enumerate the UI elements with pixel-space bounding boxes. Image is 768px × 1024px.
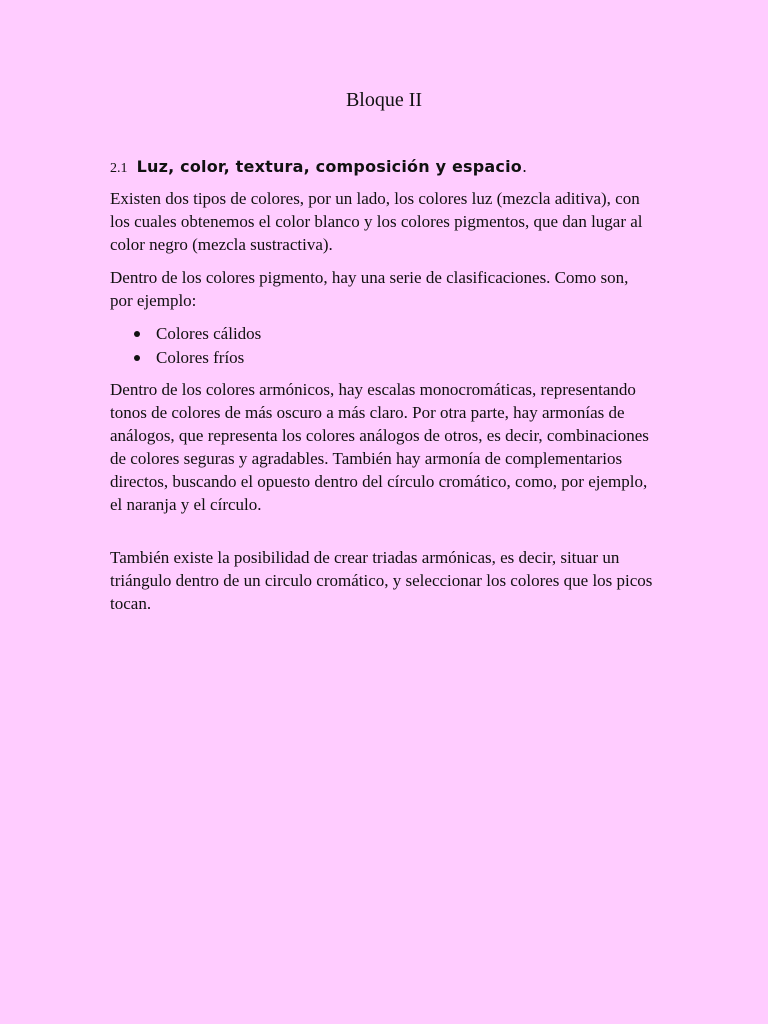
section-heading-text: Luz, color, textura, composición y espacio — [136, 157, 522, 176]
list-item — [110, 322, 261, 346]
page-title: Bloque II — [345, 89, 423, 111]
paragraph-color-types: Existen dos tipos de colores, por un lado, los colores luz (mezcla aditiva), con los cuales obtenemos el color blanco y los colores pigmentos, que dan lugar al color negro (mezcla sustractiva). — [110, 189, 643, 254]
list-item-label: Colores fríos — [156, 348, 245, 367]
bullet-icon — [134, 355, 140, 361]
paragraph-harmonic-colors: Dentro de los colores armónicos, hay escalas monocromáticas, representando tonos de colores de más oscuro a más claro. Por otra parte, hay armonías de análogos, que representa los colores análogos de otros, es decir, combinaciones de colores seguras y agradables. También hay armonía de complementarios directos, buscando el opuesto dentro del círculo cromático, como, por ejemplo, el naranja y el círculo. — [110, 380, 649, 514]
list-item-label: Colores cálidos — [156, 324, 262, 343]
bullet-list — [110, 322, 261, 370]
section-heading — [110, 156, 527, 180]
paragraph-harmonic-triads: También existe la posibilidad de crear triadas armónicas, es decir, situar un triángulo dentro de un circulo cromático, y seleccionar los colores que los picos tocan. — [110, 548, 653, 613]
bullet-icon — [134, 331, 140, 337]
section-number: 2.1 — [110, 161, 128, 176]
list-item — [110, 346, 261, 370]
paragraph-pigment-classifications: Dentro de los colores pigmento, hay una serie de clasificaciones. Como son, por ejemplo: — [110, 268, 629, 310]
section-heading-period: . — [522, 157, 528, 176]
